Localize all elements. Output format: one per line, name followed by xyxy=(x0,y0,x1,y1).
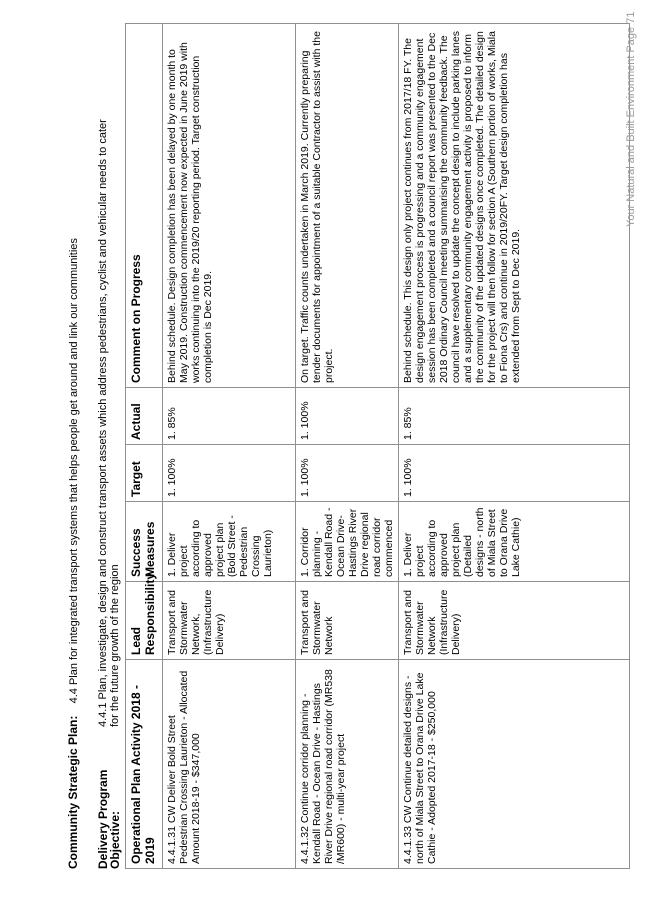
lead-cell: Transport and Stormwater Network, (Infrastructure Delivery) xyxy=(163,582,296,660)
csp-text: 4.4 Plan for integrated transport systems that helps people get around and link our communities xyxy=(68,238,80,704)
csp-label: Community Strategic Plan: xyxy=(66,715,80,869)
target-cell: 1. 100% xyxy=(296,445,399,502)
activity-cell: 4.4.1.33 CW Continue detailed designs - north of Miala Street to Orana Drive Lake Cathie - Adopted 2017-18 - $250,000 xyxy=(399,660,630,869)
dpo-line xyxy=(97,109,121,869)
comment-cell: On target. Traffic counts undertaken in March 2019. Currently preparing tender documents for appointment of a suitable Contractor to assist with the project. xyxy=(296,24,399,388)
measure-cell: 1. Deliver project according to approved project plan (Detailed designs - north of Miala Street to Orana Drive Lake Cathie) xyxy=(399,502,630,582)
target-cell: 1. 100% xyxy=(163,445,296,502)
page-footer: Your Natural and Built Environment Page 71 xyxy=(625,11,637,227)
activity-cell: 4.4.1.31 CW Deliver Bold Street Pedestrian Crossing Laurieton - Allocated Amount 2018-19 - $347,000 xyxy=(163,660,296,869)
csp-line xyxy=(66,238,80,869)
progress-table xyxy=(125,23,630,869)
actual-cell: 1. 100% xyxy=(296,388,399,445)
actual-cell: 1. 85% xyxy=(163,388,296,445)
col-header-lead: Lead Responsibility xyxy=(126,582,163,660)
activity-cell: 4.4.1.32 Continue corridor planning - Kendall Road - Ocean Drive - Hastings River Drive regional road corridor (MR538 /MR600) - multi-year project xyxy=(296,660,399,869)
dpo-text: 4.4.1 Plan, investigate, design and construct transport assets which address pedestrians, cyclist and vehicular needs to cater for the future growth of the region xyxy=(97,119,121,727)
measure-cell: 1. Deliver project according to approved project plan (Bold Street - Pedestrian Crossing Laurieton) xyxy=(163,502,296,582)
dpo-label: Delivery Program Objective: xyxy=(96,769,122,869)
lead-cell: Transport and Stormwater Network xyxy=(296,582,399,660)
table-header-row xyxy=(126,24,163,869)
table-row xyxy=(163,24,296,869)
comment-cell: Behind schedule. Design completion has been delayed by one month to May 2019. Construction commencement now expected in June 2019 with works continuing into the 2019/20 reporting period. Target construction completion is Dec 2019. xyxy=(163,24,296,388)
target-cell: 1. 100% xyxy=(399,445,630,502)
col-header-actual: Actual xyxy=(126,388,163,445)
actual-cell: 1. 85% xyxy=(399,388,630,445)
comment-cell: Behind schedule. This design only project continues from 2017/18 FY. The design engagement process is progressing and a community engagement session has been completed and a council report was presented to the Dec 2018 Ordinary Council meeting summarising the community feedback. The council have resolved to update the concept design to include parking lanes and a supplementary community engagement activity is proposed to inform the community of the updated designs once completed. The detailed design for the project will then follow for section A (Southern portion of works, Miala to Fiona Crs) and continue in 2019/20FY. Target design completion has extended from Sept to Dec 2019. xyxy=(399,24,630,388)
measure-cell: 1. Corridor planning - Kendall Road - Ocean Drive- Hastings River Drive regional road corridor commenced xyxy=(296,502,399,582)
col-header-comment: Comment on Progress xyxy=(126,24,163,388)
col-header-activity: Operational Plan Activity 2018 - 2019 xyxy=(126,660,163,869)
col-header-measures: Success Measures xyxy=(126,502,163,582)
table-row xyxy=(296,24,399,869)
table-row xyxy=(399,24,630,869)
col-header-target: Target xyxy=(126,445,163,502)
lead-cell: Transport and Stormwater Network (Infrastructure Delivery) xyxy=(399,582,630,660)
